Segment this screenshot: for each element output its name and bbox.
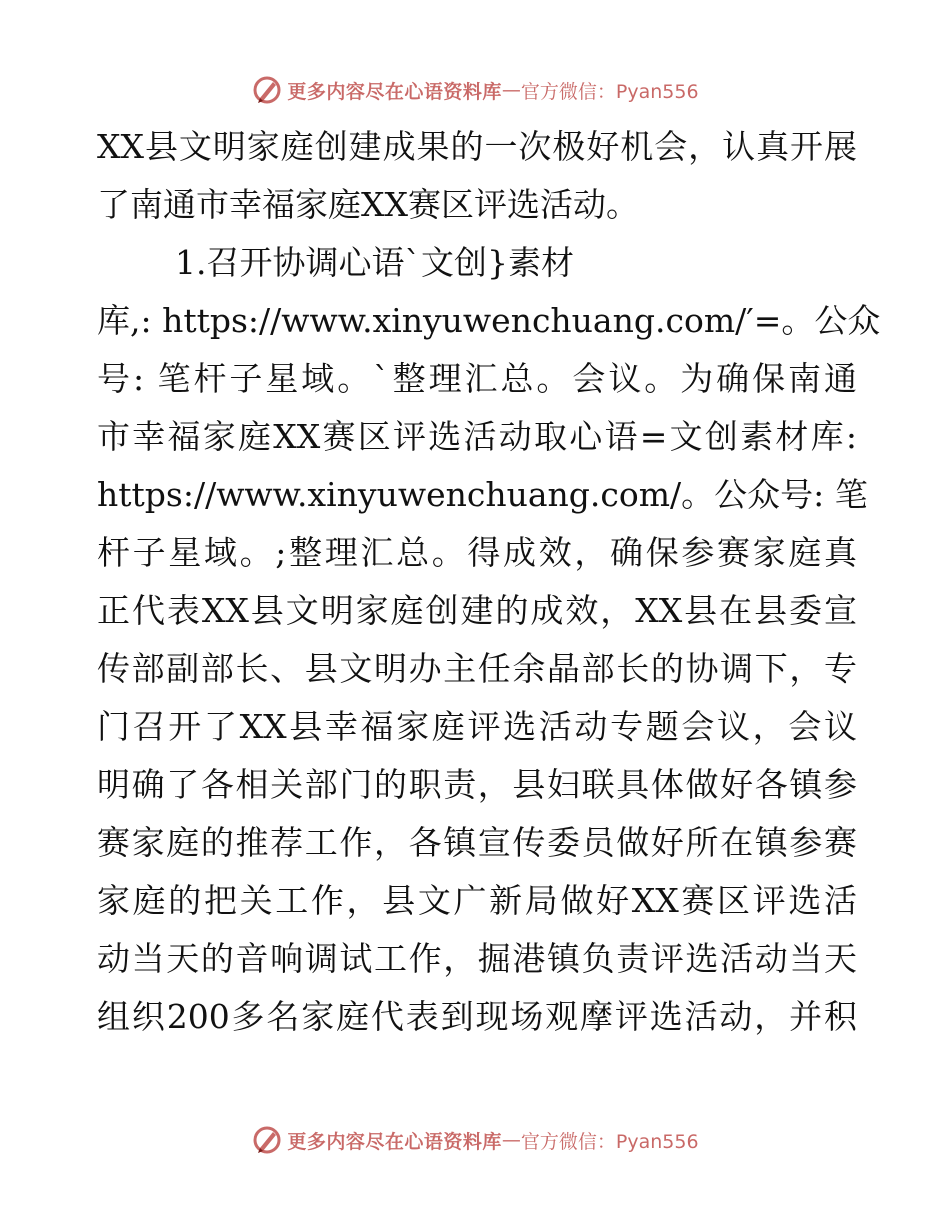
watermark-wechat: 官方微信：Pyan556	[520, 1130, 699, 1153]
watermark-dash: —	[501, 1129, 521, 1151]
text-line: 动当天的音响调试工作，掘港镇负责评选活动当天	[97, 939, 857, 978]
text-line: 门召开了XX县幸福家庭评选活动专题会议，会议	[97, 707, 857, 746]
watermark-dash: —	[501, 79, 521, 101]
text-line: 家庭的把关工作，县文广新局做好XX赛区评选活	[97, 881, 857, 920]
header-watermark	[0, 70, 950, 110]
text-line: 杆子星域。;整理汇总。得成效，确保参赛家庭真	[97, 533, 857, 572]
text-line: 传部副部长、县文明办主任余晶部长的协调下，专	[97, 649, 857, 688]
watermark-wechat: 官方微信：Pyan556	[520, 80, 699, 103]
text-line: XX县文明家庭创建成果的一次极好机会，认真开展	[97, 127, 857, 166]
text-line: 了南通市幸福家庭XX赛区评选活动。	[97, 185, 639, 224]
footer-watermark	[0, 1120, 950, 1160]
text-line: 号: 笔杆子星域。`整理汇总。会议。为确保南通	[97, 359, 857, 398]
text-line: 1.召开协调心语`文创}素材	[175, 243, 574, 282]
text-line: 组织200多名家庭代表到现场观摩评选活动，并积	[97, 997, 857, 1036]
document-body	[97, 118, 881, 1046]
pen-logo-icon	[251, 74, 283, 106]
text-line: 正代表XX县文明家庭创建的成效，XX县在县委宣	[97, 591, 857, 630]
watermark-text: 更多内容尽在心语资料库	[287, 1130, 502, 1153]
text-line: 库,: https://www.xinyuwenchuang.com/′=。公众	[97, 301, 881, 340]
text-line: https://www.xinyuwenchuang.com/。公众号: 笔	[97, 475, 868, 514]
text-line: 明确了各相关部门的职责，县妇联具体做好各镇参	[97, 765, 857, 804]
pen-logo-icon	[251, 1124, 283, 1156]
text-line: 赛家庭的推荐工作，各镇宣传委员做好所在镇参赛	[97, 823, 857, 862]
text-line: 市幸福家庭XX赛区评选活动取心语=文创素材库:	[97, 417, 857, 456]
watermark-text: 更多内容尽在心语资料库	[287, 80, 502, 103]
